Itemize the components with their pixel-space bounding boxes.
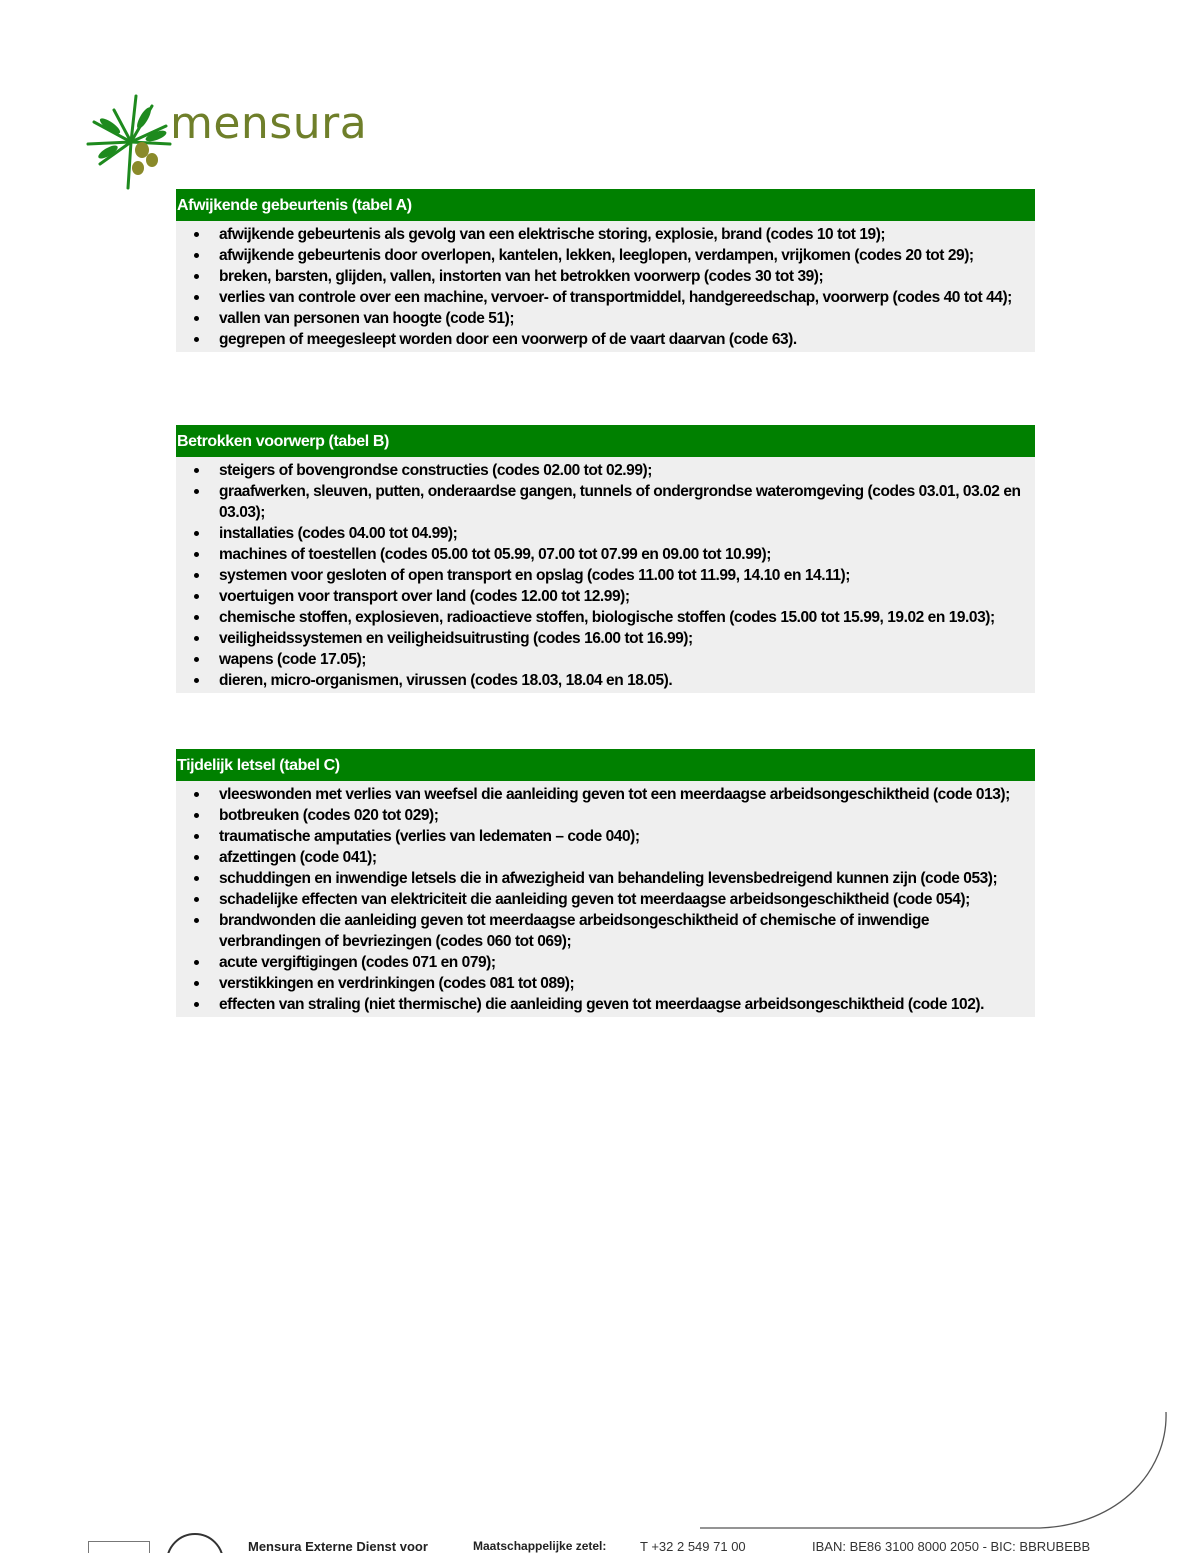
list-item: acute vergiftigingen (codes 071 en 079); — [176, 952, 1035, 973]
page-footer — [0, 1529, 1200, 1553]
footer-seat-label: Maatschappelijke zetel: — [473, 1539, 607, 1553]
list-item: voertuigen voor transport over land (codes 12.00 tot 12.99); — [176, 586, 1035, 607]
section-title: Betrokken voorwerp (tabel B) — [176, 425, 1035, 457]
list-item: schadelijke effecten van elektriciteit die aanleiding geven tot meerdaagse arbeidsongeschiktheid (code 054); — [176, 889, 1035, 910]
list-item: steigers of bovengrondse constructies (codes 02.00 tot 02.99); — [176, 460, 1035, 481]
list-item: wapens (code 17.05); — [176, 649, 1035, 670]
list-item: afwijkende gebeurtenis door overlopen, kantelen, lekken, leeglopen, verdampen, vrijkomen (codes 20 tot 29); — [176, 245, 1035, 266]
list-item: chemische stoffen, explosieven, radioactieve stoffen, biologische stoffen (codes 15.00 tot 15.99, 19.02 en 19.03); — [176, 607, 1035, 628]
list-item: machines of toestellen (codes 05.00 tot 05.99, 07.00 tot 07.99 en 09.00 tot 10.99); — [176, 544, 1035, 565]
footer-company: Mensura Externe Dienst voor — [248, 1539, 428, 1553]
list-item: gegrepen of meegesleept worden door een voorwerp of de vaart daarvan (code 63). — [176, 329, 1035, 350]
list-item: botbreuken (codes 020 tot 029); — [176, 805, 1035, 826]
list-item: dieren, micro-organismen, virussen (codes 18.03, 18.04 en 18.05). — [176, 670, 1035, 691]
section-title: Afwijkende gebeurtenis (tabel A) — [176, 189, 1035, 221]
logo-wordmark: mensura — [170, 98, 368, 149]
footer-bank: IBAN: BE86 3100 8000 2050 - BIC: BBRUBEBB — [812, 1539, 1091, 1553]
list-item: brandwonden die aanleiding geven tot meerdaagse arbeidsongeschiktheid of chemische of inwendige verbrandingen of bevriezingen (codes 060 tot 069); — [176, 910, 1035, 952]
list-item: effecten van straling (niet thermische) die aanleiding geven tot meerdaagse arbeidsongeschiktheid (code 102). — [176, 994, 1035, 1015]
list-item: systemen voor gesloten of open transport en opslag (codes 11.00 tot 11.99, 14.10 en 14.11); — [176, 565, 1035, 586]
list-item: graafwerken, sleuven, putten, onderaardse gangen, tunnels of ondergrondse wateromgeving (codes 03.01, 03.02 en 03.03); — [176, 481, 1035, 523]
list-item: installaties (codes 04.00 tot 04.99); — [176, 523, 1035, 544]
list-item: afwijkende gebeurtenis als gevolg van een elektrische storing, explosie, brand (codes 10 tot 19); — [176, 224, 1035, 245]
section-title: Tijdelijk letsel (tabel C) — [176, 749, 1035, 781]
list-item: vallen van personen van hoogte (code 51); — [176, 308, 1035, 329]
list-item: verlies van controle over een machine, vervoer- of transportmiddel, handgereedschap, voorwerp (codes 40 tot 44); — [176, 287, 1035, 308]
list-item: schuddingen en inwendige letsels die in afwezigheid van behandeling levensbedreigend kunnen zijn (code 053); — [176, 868, 1035, 889]
quality-seal-icon — [166, 1533, 224, 1553]
list-item: vleeswonden met verlies van weefsel die aanleiding geven tot een meerdaagse arbeidsongeschiktheid (code 013); — [176, 784, 1035, 805]
list-item: afzettingen (code 041); — [176, 847, 1035, 868]
list-item: traumatische amputaties (verlies van ledematen – code 040); — [176, 826, 1035, 847]
certification-logo — [88, 1541, 150, 1553]
list-item: breken, barsten, glijden, vallen, instorten van het betrokken voorwerp (codes 30 tot 39); — [176, 266, 1035, 287]
footer-phone: T +32 2 549 71 00 — [640, 1539, 746, 1553]
list-item: verstikkingen en verdrinkingen (codes 081 tot 089); — [176, 973, 1035, 994]
list-item: veiligheidssystemen en veiligheidsuitrusting (codes 16.00 tot 16.99); — [176, 628, 1035, 649]
